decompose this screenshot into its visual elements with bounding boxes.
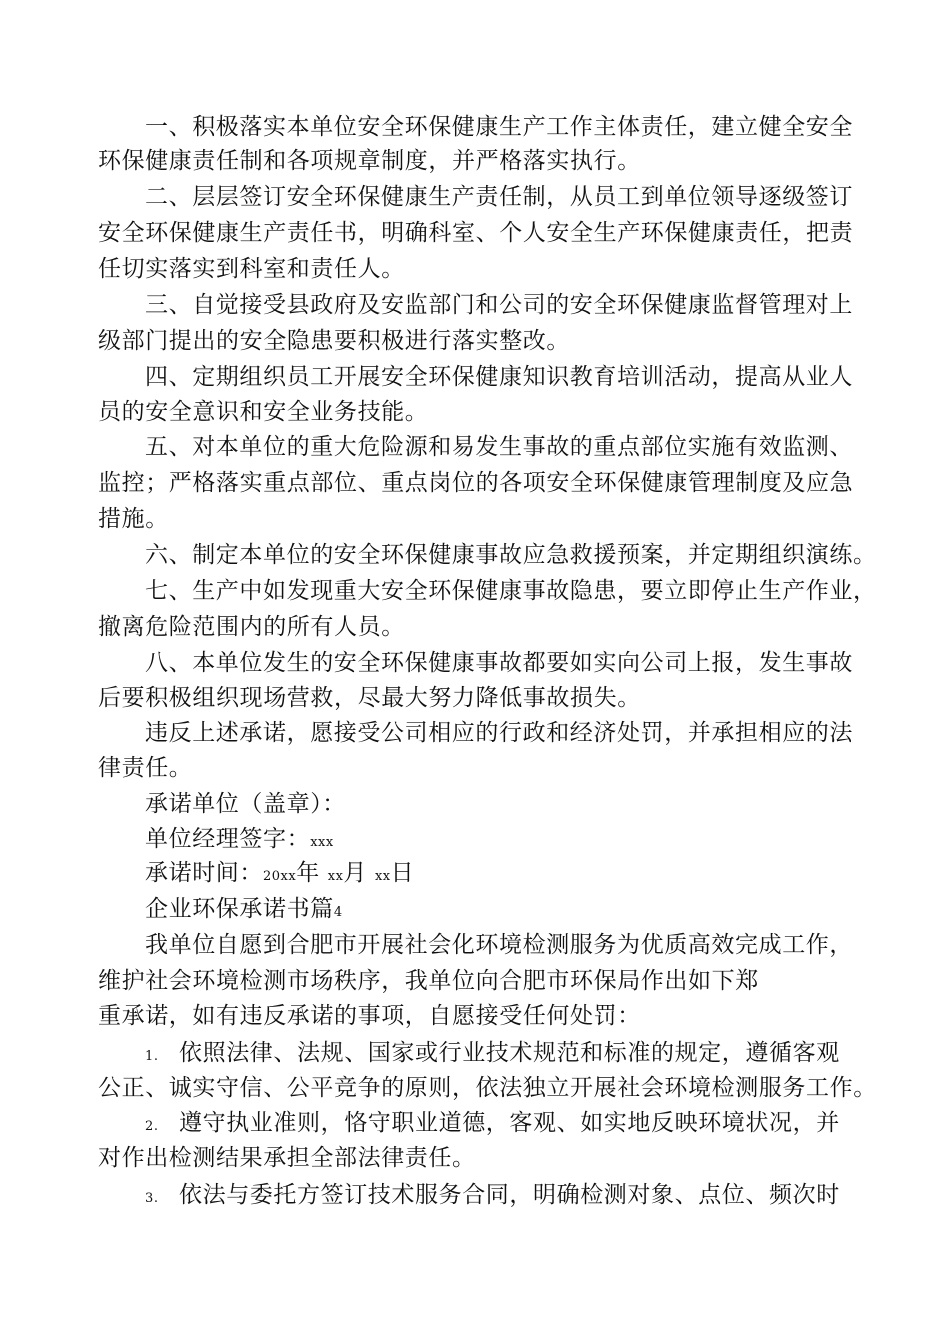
day-value: xx [374,869,391,884]
paragraph-line: 六、制定本单位的安全环保健康事故应急救援预案，并定期组织演练。 [145,542,877,568]
paragraph-line: 撤离危险范围内的所有人员。 [98,614,405,640]
section-title [145,894,343,928]
month-char: 月 [343,860,368,886]
paragraph-line: 律责任。 [98,755,193,781]
paragraph-line: 监控；严格落实重点部位、重点岗位的各项安全环保健康管理制度及应急 [98,470,854,496]
manager-signature-value: xxx [310,835,334,850]
paragraph-line: 任切实落实到科室和责任人。 [98,256,405,282]
paragraph-line: 安全环保健康生产责任书，明确科室、个人安全生产环保健康责任，把责 [98,220,854,246]
paragraph-line: 二、层层签订安全环保健康生产责任制，从员工到单位领导逐级签订 [145,184,853,210]
paragraph-line: 后要积极组织现场营救，尽最大努力降低事故损失。 [98,685,641,711]
list-item-first-line [145,1180,840,1214]
manager-signature-label: 单位经理签字： [145,826,311,852]
section-number: 4 [333,905,343,920]
paragraph-line: 一、积极落实本单位安全环保健康生产工作主体责任，建立健全安全 [145,114,853,140]
intro-line: 重承诺，如有违反承诺的事项，自愿接受任何处罚： [98,1003,641,1029]
year-char: 年 [296,860,320,886]
seal-label: 承诺单位（盖章）： [145,791,346,817]
list-item-text: 依法与委托方签订技术服务合同，明确检测对象、点位、频次时 [179,1182,840,1208]
list-item-first-line [145,1108,840,1142]
list-item-first-line [145,1038,840,1072]
intro-line: 维护社会环境检测市场秩序，我单位向合肥市环保局作出如下郑 [98,968,759,994]
list-item-number: 3. [145,1191,159,1206]
day-char: 日 [390,860,415,886]
commitment-time-line [145,858,414,892]
manager-signature-line [145,824,334,858]
paragraph-line: 措施。 [98,506,169,532]
paragraph-line: 三、自觉接受县政府及安监部门和公司的安全环保健康监督管理对上 [145,292,853,318]
list-item-text: 遵守执业准则，恪守职业道德，客观、如实地反映环境状况，并 [179,1110,840,1136]
intro-line: 我单位自愿到合肥市开展社会化环境检测服务为优质高效完成工作， [145,932,853,958]
paragraph-line: 违反上述承诺，愿接受公司相应的行政和经济处罚，并承担相应的法 [145,720,853,746]
commitment-time-label: 承诺时间： [145,860,263,886]
list-item-text: 依照法律、法规、国家或行业技术规范和标准的规定，遵循客观 [179,1040,840,1066]
list-item-continuation: 对作出检测结果承担全部法律责任。 [98,1145,476,1171]
month-value: xx [327,869,344,884]
paragraph-line: 四、定期组织员工开展安全环保健康知识教育培训活动，提高从业人 [145,364,853,390]
year-value: 20xx [263,869,297,884]
paragraph-line: 七、生产中如发现重大安全环保健康事故隐患，要立即停止生产作业， [145,578,877,604]
paragraph-line: 级部门提出的安全隐患要积极进行落实整改。 [98,328,570,354]
paragraph-line: 五、对本单位的重大危险源和易发生事故的重点部位实施有效监测、 [145,434,853,460]
paragraph-line: 员的安全意识和安全业务技能。 [98,399,429,425]
list-item-number: 2. [145,1119,159,1134]
section-title-text: 企业环保承诺书篇 [145,896,334,922]
paragraph-line: 八、本单位发生的安全环保健康事故都要如实向公司上报，发生事故 [145,650,853,676]
paragraph-line: 环保健康责任制和各项规章制度，并严格落实执行。 [98,148,641,174]
list-item-continuation: 公正、诚实守信、公平竞争的原则，依法独立开展社会环境检测服务工作。 [98,1075,877,1101]
list-item-number: 1. [145,1049,159,1064]
